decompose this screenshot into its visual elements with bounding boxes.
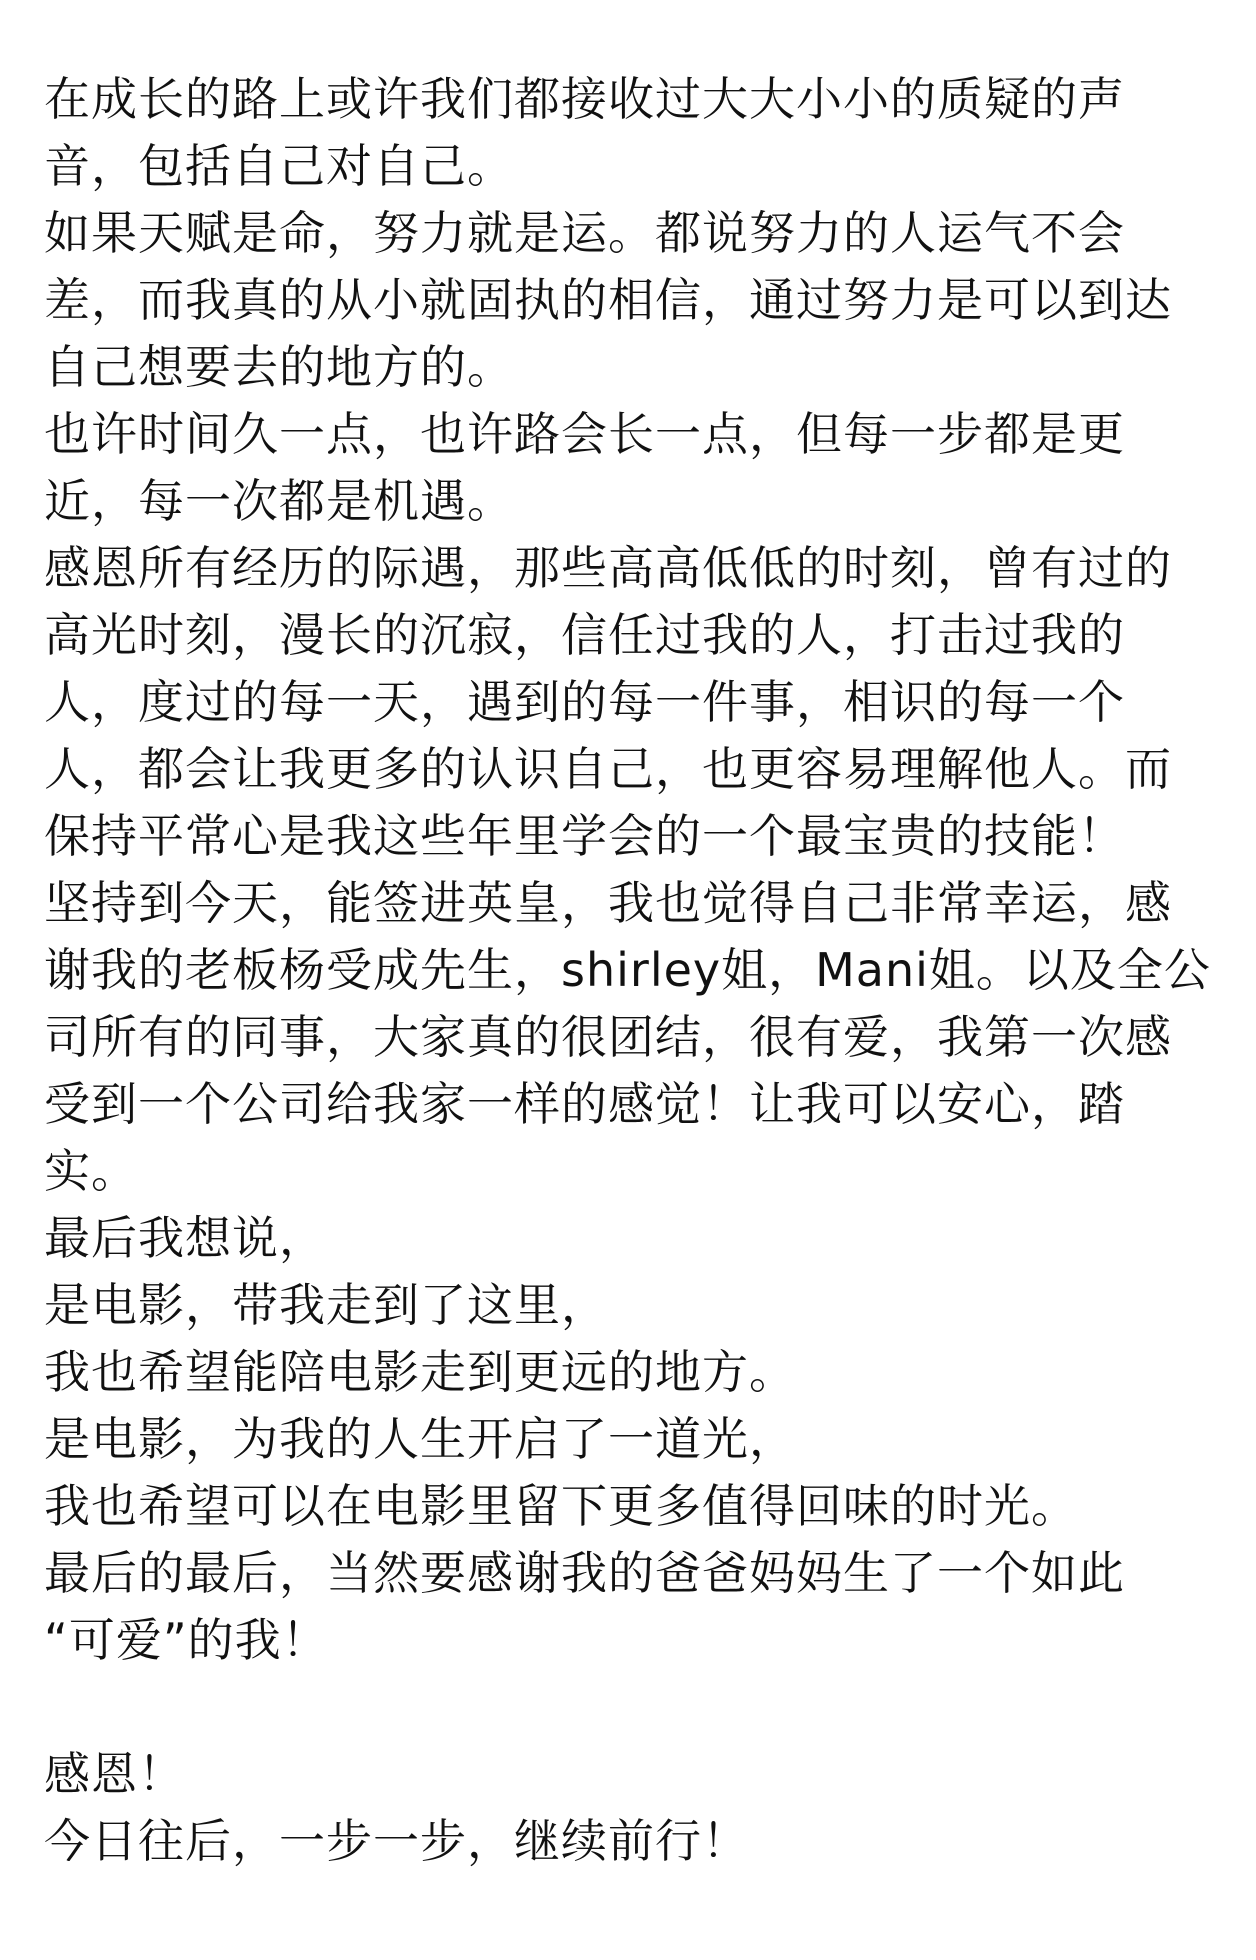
- text-line: “可爱”的我！: [44, 1613, 329, 1667]
- text-line: 我也希望能陪电影走到更远的地方。: [44, 1345, 796, 1399]
- text-line: 受到一个公司给我家一样的感觉！让我可以安心，踏: [44, 1077, 1125, 1131]
- text-line: 我也希望可以在电影里留下更多值得回味的时光。: [44, 1479, 1078, 1533]
- text-line: 司所有的同事，大家真的很团结，很有爱，我第一次感: [44, 1010, 1172, 1064]
- text-line: 谢我的老板杨受成先生，shirley姐，Mani姐。以及全公: [44, 943, 1211, 997]
- note-text-body: [44, 66, 1224, 1875]
- text-line: 是电影，为我的人生开启了一道光，: [44, 1412, 796, 1466]
- blank-line: [44, 1674, 1224, 1741]
- text-line: 今日往后，一步一步，继续前行！: [44, 1814, 749, 1868]
- text-line: 实。: [44, 1144, 138, 1198]
- text-line: 是电影，带我走到了这里，: [44, 1278, 608, 1332]
- text-line: 差，而我真的从小就固执的相信，通过努力是可以到达: [44, 273, 1172, 327]
- text-line: 自己想要去的地方的。: [44, 340, 514, 394]
- text-line: 感恩所有经历的际遇，那些高高低低的时刻，曾有过的: [44, 541, 1172, 595]
- text-line: 也许时间久一点，也许路会长一点，但每一步都是更: [44, 407, 1125, 461]
- text-line: 高光时刻，漫长的沉寂，信任过我的人，打击过我的: [44, 608, 1125, 662]
- text-line: 音，包括自己对自己。: [44, 139, 514, 193]
- text-line: 人，都会让我更多的认识自己，也更容易理解他人。而: [44, 742, 1172, 796]
- text-line: 如果天赋是命，努力就是运。都说努力的人运气不会: [44, 206, 1125, 260]
- text-line: 保持平常心是我这些年里学会的一个最宝贵的技能！: [44, 809, 1125, 863]
- text-line: 最后的最后，当然要感谢我的爸爸妈妈生了一个如此: [44, 1546, 1125, 1600]
- text-line: 坚持到今天，能签进英皇，我也觉得自己非常幸运，感: [44, 876, 1172, 930]
- text-line: 近，每一次都是机遇。: [44, 474, 514, 528]
- text-line: 感恩！: [44, 1747, 185, 1801]
- text-line: 人，度过的每一天，遇到的每一件事，相识的每一个: [44, 675, 1125, 729]
- text-line: 在成长的路上或许我们都接收过大大小小的质疑的声: [44, 72, 1125, 126]
- text-line: 最后我想说，: [44, 1211, 326, 1265]
